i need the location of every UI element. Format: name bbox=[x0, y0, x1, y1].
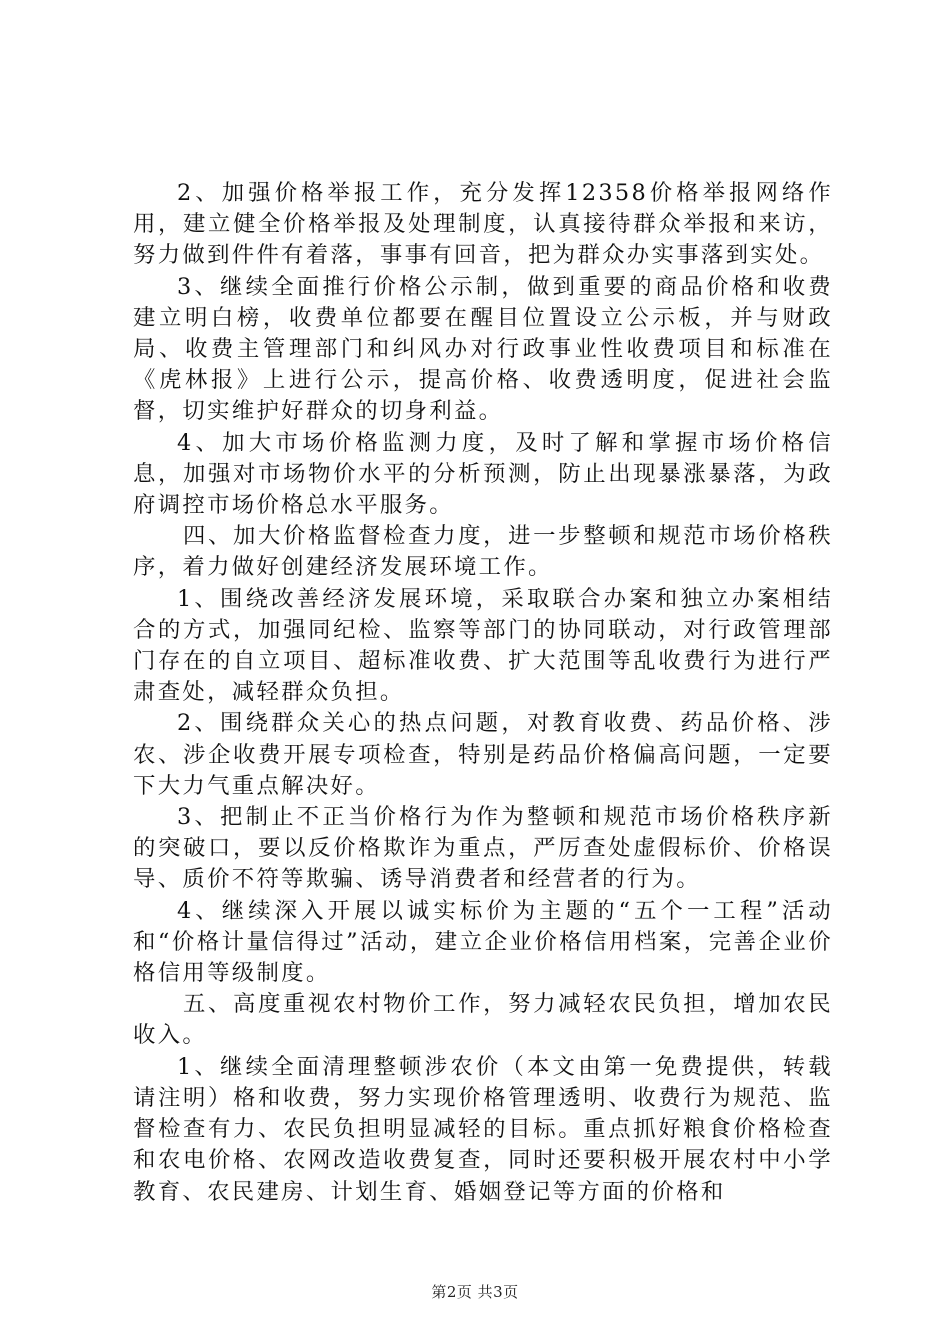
paragraph-price-disclosure: 3、继续全面推行价格公示制，做到重要的商品价格和收费建立明白榜，收费单位都要在醒目位置设立公示板，并与财政局、收费主管理部门和纠风办对行政事业性收费项目和标准在《虎林报》上进行公示，提高价格、收费透明度，促进社会监督，切实维护好群众的切身利益。 bbox=[133, 273, 833, 425]
section-heading-four: 四、加大价格监督检查力度，进一步整顿和规范市场价格秩序，着力做好创建经济发展环境工作。 bbox=[133, 523, 833, 581]
document-body bbox=[133, 178, 833, 1208]
paragraph-price-monitoring: 4、加大市场价格监测力度，及时了解和掌握市场价格信息，加强对市场物价水平的分析预测，防止出现暴涨暴落，为政府调控市场价格总水平服务。 bbox=[133, 429, 833, 519]
paragraph-honest-pricing: 4、继续深入开展以诚实标价为主题的“五个一工程”活动和“价格计量信得过”活动，建立企业价格信用档案，完善企业价格信用等级制度。 bbox=[133, 897, 833, 987]
paragraph-rural-pricing: 1、继续全面清理整顿涉农价（本文由第一免费提供，转载请注明）格和收费，努力实现价格管理透明、收费行为规范、监督检查有力、农民负担明显减轻的目标。重点抓好粮食价格检查和农电价格、农网改造收费复查，同时还要积极开展农村中小学教育、农民建房、计划生育、婚姻登记等方面的价格和 bbox=[133, 1053, 833, 1205]
paragraph-price-fraud: 3、把制止不正当价格行为作为整顿和规范市场价格秩序新的突破口，要以反价格欺诈为重点，严厉查处虚假标价、价格误导、质价不符等欺骗、诱导消费者和经营者的行为。 bbox=[133, 804, 833, 893]
paragraph-price-report: 2、加强价格举报工作，充分发挥12358价格举报网络作用，建立健全价格举报及处理制度，认真接待群众举报和来访，努力做到件件有着落，事事有回音，把为群众办实事落到实处。 bbox=[133, 180, 833, 269]
page-number-footer: 第2页 共3页 bbox=[431, 1283, 519, 1301]
paragraph-economic-environment: 1、围绕改善经济发展环境，采取联合办案和独立办案相结合的方式，加强同纪检、监察等部门的协同联动，对行政管理部门存在的自立项目、超标准收费、扩大范围等乱收费行为进行严肃查处，减轻群众负担。 bbox=[133, 585, 833, 706]
paragraph-hot-issues: 2、围绕群众关心的热点问题，对教育收费、药品价格、涉农、涉企收费开展专项检查，特别是药品价格偏高问题，一定要下大力气重点解决好。 bbox=[133, 710, 833, 799]
section-heading-five: 五、高度重视农村物价工作，努力减轻农民负担，增加农民收入。 bbox=[133, 991, 833, 1049]
